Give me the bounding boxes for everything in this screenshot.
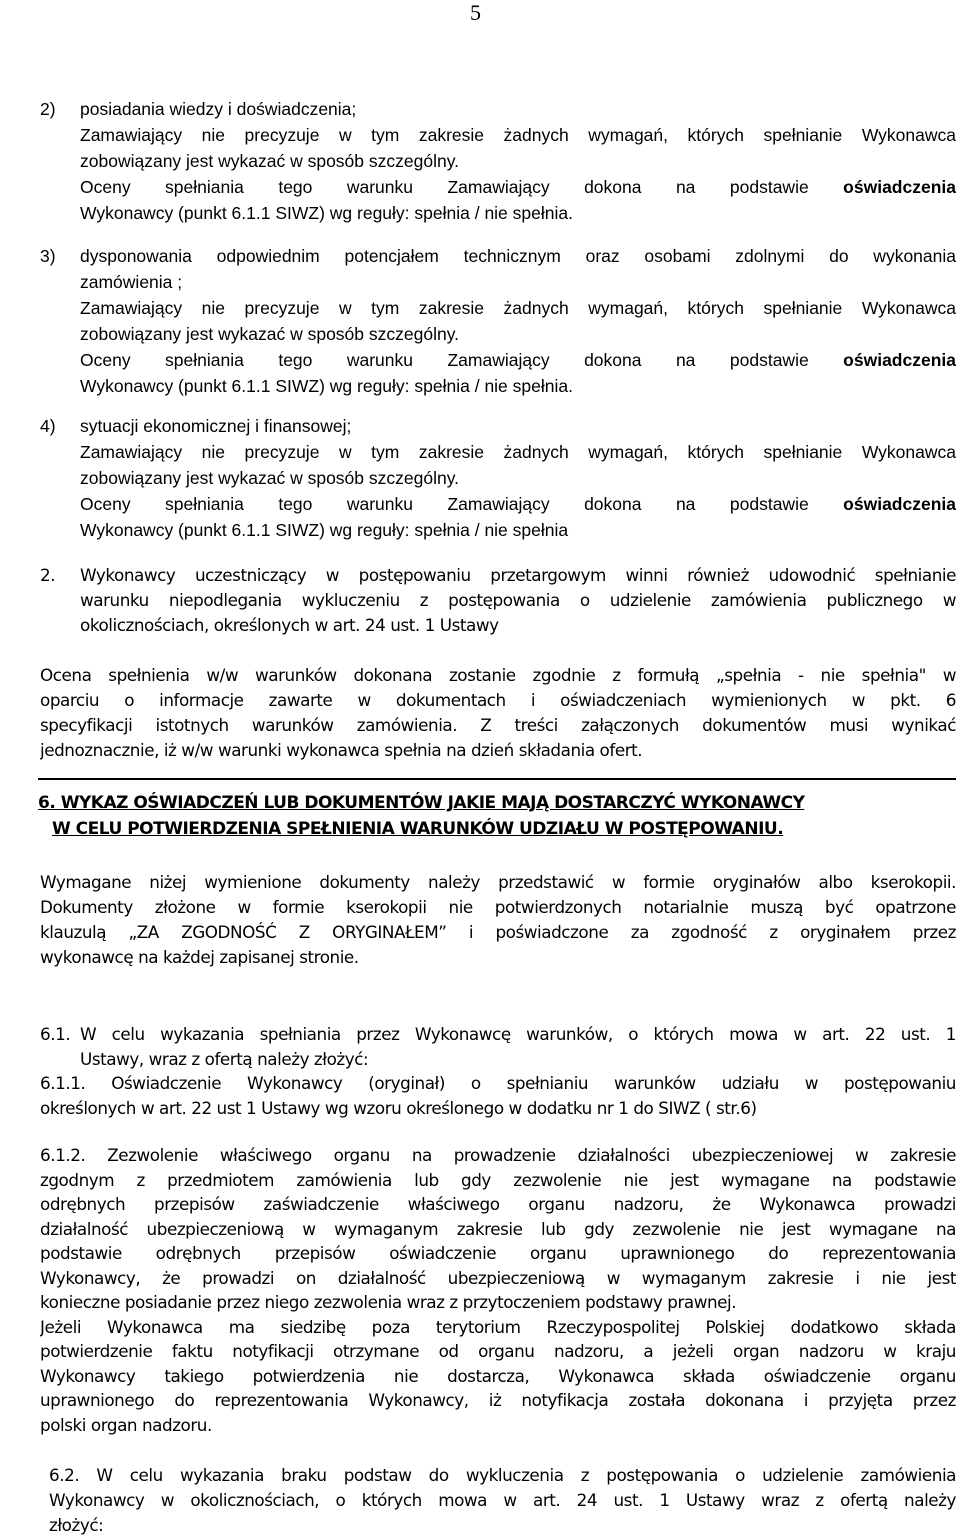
item-2-line-3: [80, 174, 956, 200]
section-6-2-block: [49, 1463, 956, 1538]
section-6-heading-line-2: W CELU POTWIERDZENIA SPEŁNIENIA WARUNKÓW UDZIAŁU W POSTĘPOWANIU.: [52, 819, 784, 839]
intro-line-3: klauzulą „ZA ZGODNOŚĆ Z ORYGINAŁEM” i poświadczone za zgodność z oryginałem przez: [40, 922, 956, 942]
section-6-1-1-line-2: określonych w art. 22 ust 1 Ustawy wg wzoru określonego w dodatku nr 1 do SIWZ ( str.6): [40, 1098, 757, 1118]
section-6-1-2-line-2: zgodnym z przedmiotem zamówienia lub gdy zezwolenie nie jest wymagane na podstawie: [40, 1169, 956, 1190]
item-3-title-2: zamówienia ;: [80, 272, 183, 292]
section-6-2-line-3: złożyć:: [49, 1515, 104, 1535]
section-6-1-line-2: Ustawy, wraz z ofertą należy złożyć:: [80, 1049, 369, 1069]
item-2-title: posiadania wiedzy i doświadczenia;: [80, 99, 357, 119]
section-6-1-number: 6.1.: [40, 1024, 71, 1044]
section-6-heading-line-1: [38, 790, 956, 816]
section-2-line-3: okolicznościach, określonych w art. 24 ust. 1 Ustawy: [80, 615, 499, 635]
section-6-heading-text-1: WYKAZ OŚWIADCZEŃ LUB DOKUMENTÓW JAKIE MAJĄ DOSTARCZYĆ WYKONAWCY: [60, 793, 805, 813]
intro-paragraph: [40, 870, 956, 970]
item-4-title: sytuacji ekonomicznej i finansowej;: [80, 416, 352, 436]
ocena-line-2: oparciu o informacje zawarte w dokumentach i oświadczeniach wymienionych w pkt. 6: [40, 690, 956, 710]
ocena-line-4: jednoznacznie, iż w/w warunki wykonawca spełnia na dzień składania ofert.: [40, 740, 643, 760]
section-6-1-2-line-11: uprawnionego do reprezentowania Wykonawcy, iż notyfikacja została dokonana i przyjęta przez: [40, 1390, 956, 1410]
section-6-2-line-2: Wykonawcy w okolicznościach, o których mowa w art. 24 ust. 1 Ustawy wraz z ofertą należy: [49, 1490, 956, 1510]
item-3-line-4: Wykonawcy (punkt 6.1.1 SIWZ) wg reguły: spełnia / nie spełnia.: [80, 376, 573, 396]
section-6-1-2-line-6: Wykonawcy, że prowadzi on działalność ubezpieczeniową w wymaganym zakresie i nie jest: [40, 1267, 956, 1288]
section-6-1-line-1: W celu wykazania spełniania przez Wykonawcę warunków, o których mowa w art. 22 ust. 1: [80, 1024, 956, 1044]
section-6-1-2-line-7: konieczne posiadanie przez niego zezwolenia wraz z przytoczeniem podstawy prawnej.: [40, 1292, 737, 1312]
section-6-1-block: [80, 1022, 956, 1072]
intro-line-1: Wymagane niżej wymienione dokumenty należy przedstawić w formie oryginałów albo kserokopii.: [40, 872, 956, 892]
page-number: 5: [470, 0, 481, 25]
section-2-number: 2.: [40, 565, 56, 585]
item-2-line-1: Zamawiający nie precyzuje w tym zakresie żadnych wymagań, których spełnianie Wykonawca: [80, 125, 956, 145]
item-4-line-3-text: Oceny spełniania tego warunku Zamawiający dokona na podstawie: [80, 494, 809, 514]
section-6-1-2-line-5: podstawie odrębnych przepisów oświadczenie organu uprawnionego do reprezentowania: [40, 1243, 956, 1263]
item-3-number: 3): [40, 246, 56, 266]
item-3-line-3-bold: oświadczenia: [843, 350, 956, 370]
ocena-line-3: specyfikacji istotnych warunków zamówienia. Z treści załączonych dokumentów musi wynikać: [40, 715, 956, 735]
item-3-block: [80, 243, 956, 399]
section-2-line-2: warunku niepodlegania wykluczeniu z postępowania o udzielenie zamówienia publicznego w: [80, 590, 956, 610]
item-4-line-1: Zamawiający nie precyzuje w tym zakresie żadnych wymagań, których spełnianie Wykonawca: [80, 442, 956, 462]
item-3-line-3: [80, 347, 956, 373]
item-3-line-2: zobowiązany jest wykazać w sposób szczególny.: [80, 324, 460, 344]
item-2-line-3-text: Oceny spełniania tego warunku Zamawiający dokona na podstawie: [80, 177, 809, 197]
item-3-line-3-text: Oceny spełniania tego warunku Zamawiający dokona na podstawie: [80, 350, 809, 370]
item-2-number: 2): [40, 99, 56, 119]
intro-line-2: Dokumenty złożone w formie kserokopii nie potwierdzonych notarialnie muszą być opatrzone: [40, 897, 956, 917]
section-6-1-2-line-12: polski organ nadzoru.: [40, 1414, 212, 1435]
section-6-1-2-line-9: potwierdzenie faktu notyfikacji otrzymane od organu nadzoru, a jeżeli organ nadzoru w kraju: [40, 1341, 956, 1361]
item-4-number: 4): [40, 416, 56, 436]
section-divider: [38, 778, 956, 780]
item-4-line-2: zobowiązany jest wykazać w sposób szczególny.: [80, 468, 460, 488]
section-2-block: [80, 563, 956, 638]
intro-line-4: wykonawcę na każdej zapisanej stronie.: [40, 947, 359, 967]
item-2-line-4: Wykonawcy (punkt 6.1.1 SIWZ) wg reguły: spełnia / nie spełnia.: [80, 203, 573, 223]
section-6-1-2-block: [40, 1143, 956, 1437]
section-6-1-2-line-8: Jeżeli Wykonawca ma siedzibę poza terytorium Rzeczypospolitej Polskiej dodatkowo składa: [40, 1316, 956, 1337]
section-6-heading-number: 6.: [38, 793, 56, 813]
section-2-line-1: Wykonawcy uczestniczący w postępowaniu przetargowym winni również udowodnić spełnianie: [80, 565, 956, 585]
section-6-1-1-line-1: 6.1.1. Oświadczenie Wykonawcy (oryginał) o spełnianiu warunków udziału w postępowaniu: [40, 1073, 956, 1093]
item-4-line-3: [80, 491, 956, 517]
item-2-line-2: zobowiązany jest wykazać w sposób szczególny.: [80, 151, 460, 171]
item-2-block: [80, 96, 956, 226]
ocena-line-1: Ocena spełnienia w/w warunków dokonana zostanie zgodnie z formułą „spełnia - nie spełnia" w: [40, 665, 956, 685]
section-6-1-2-line-4: działalność ubezpieczeniową w wymaganym zakresie lub gdy zezwolenie nie jest wymagane na: [40, 1218, 956, 1239]
section-6-heading: [38, 790, 956, 842]
item-3-title-1: dysponowania odpowiednim potencjałem technicznym oraz osobami zdolnymi do wykonania: [80, 246, 956, 266]
section-6-2-line-1: 6.2. W celu wykazania braku podstaw do wykluczenia z postępowania o udzielenie zamówienia: [49, 1465, 956, 1485]
item-3-line-1: Zamawiający nie precyzuje w tym zakresie żadnych wymagań, których spełnianie Wykonawca: [80, 298, 956, 318]
item-4-line-4: Wykonawcy (punkt 6.1.1 SIWZ) wg reguły: spełnia / nie spełnia: [80, 520, 569, 540]
section-6-1-1-block: [40, 1071, 956, 1121]
ocena-paragraph: [40, 663, 956, 763]
item-2-line-3-bold: oświadczenia: [843, 177, 956, 197]
section-6-1-2-line-10: Wykonawcy takiego potwierdzenia nie dostarcza, Wykonawca składa oświadczenie organu: [40, 1365, 956, 1386]
item-4-line-3-bold: oświadczenia: [843, 494, 956, 514]
section-6-1-2-line-1: 6.1.2. Zezwolenie właściwego organu na prowadzenie działalności ubezpieczeniowej w zakresie: [40, 1145, 956, 1165]
section-6-1-2-line-3: odrębnych przepisów zaświadczenie właściwego organu nadzoru, że Wykonawca prowadzi: [40, 1194, 956, 1214]
item-4-block: [80, 413, 956, 543]
